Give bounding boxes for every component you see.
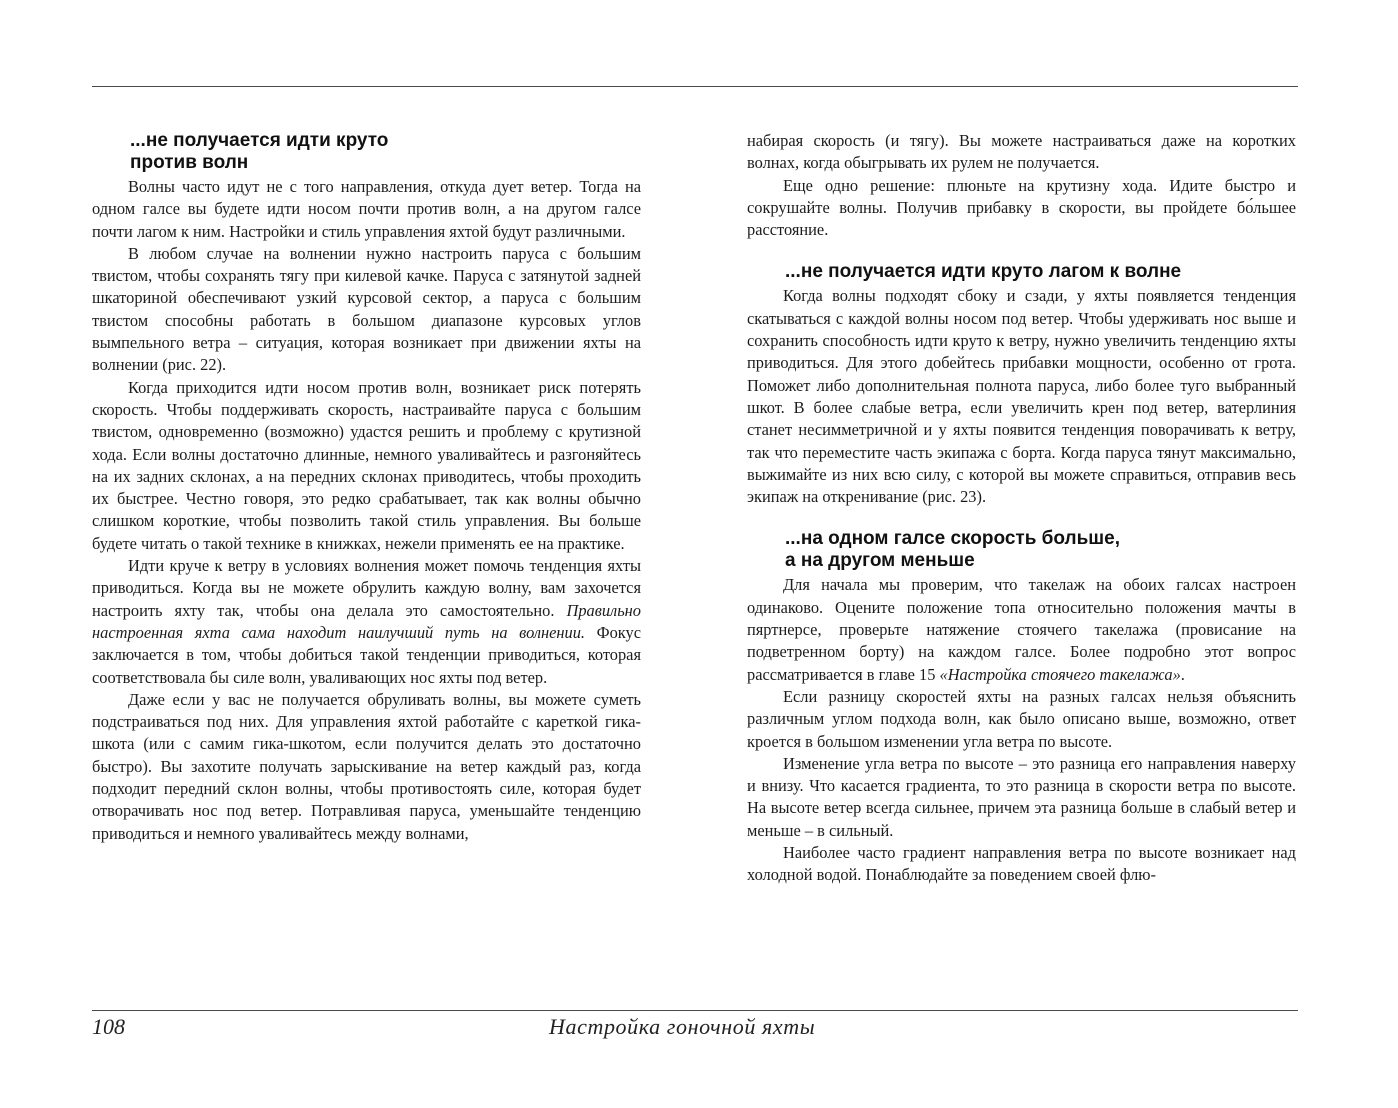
paragraph-continued: набирая скорость (и тягу). Вы можете настраиваться даже на коротких волнах, когда обыгрывать их рулем не получается. <box>747 131 1296 173</box>
page-number: 108 <box>92 1014 125 1039</box>
paragraph-text: Для начала мы проверим, что такелаж на обоих галсах настроен одинаково. Оцените положение топа относительно положения мачты в пяртнерсе, проверьте натяжение стоячего такелажа (провисание на подветренном борту) на каждом галсе. Более подробно этот вопрос рассматривается в главе 15 <box>747 575 1296 684</box>
paragraph: Когда приходится идти носом против волн, возникает риск потерять скорость. Чтобы поддерживать скорость, настраивайте паруса с большим твистом, одновременно (возможно) удастся решить и проблему с крутизной хода. Если волны достаточно длинные, немного уваливайтесь и разгоняйтесь на их задних склонах, а на передних склонах приводитесь, чтобы проходить их быстрее. Честно говоря, это редко срабатывает, так как волны обычно слишком короткие, чтобы позволить такой стиль управления. Вы больше будете читать о такой технике в книжках, нежели применять ее на практике. <box>92 377 641 553</box>
footer-rule <box>92 1010 1298 1011</box>
paragraph-text: . <box>1180 664 1185 684</box>
paragraph: Изменение угла ветра по высоте – это разница его направления наверху и внизу. Что касается градиента, то это разница в скорости ветра по высоте. На высоте ветер всегда сильнее, причем эта разница больше в слабый ветер и меньше – в сильный. <box>747 753 1296 840</box>
paragraph: Наиболее часто градиент направления ветра по высоте возникает над холодной водой. Понаблюдайте за поведением своей флю- <box>747 843 1296 885</box>
running-title: Настройка гоночной яхты <box>549 1014 816 1039</box>
section-heading-tack-speed <box>785 528 1296 572</box>
heading-line: ...на одном галсе скорость больше, <box>785 528 1120 550</box>
paragraph: Волны часто идут не с того направления, откуда дует ветер. Тогда на одном галсе вы будете идти носом почти против волн, а на другом галсе почти лагом к ним. Настройки и стиль управления яхтой будут различными. <box>92 177 641 241</box>
paragraph: Если разницу скоростей яхты на разных галсах нельзя объяснить различным углом подхода волн, как было описано выше, возможно, ответ кроется в большом изменении угла ветра по высоте. <box>747 686 1296 751</box>
paragraph: Еще одно решение: плюньте на крутизну хода. Идите быстро и сокрушайте волны. Получив прибавку в скорости, вы пройдете бо́льшее расстояние. <box>747 175 1296 240</box>
paragraph-text: Фокус заключается в том, чтобы добиться такой тенденции приводиться, которая соответствовала бы силе волн, уваливающих нос яхты под ветер. <box>92 622 641 687</box>
paragraph <box>747 574 1296 685</box>
left-column <box>92 130 641 845</box>
section-heading-beam-waves <box>785 261 1296 283</box>
heading-line: против волн <box>130 152 249 173</box>
emphasis-text: «Настройка стоячего такелажа» <box>939 664 1181 684</box>
heading-line: а на другом меньше <box>785 550 975 572</box>
paragraph: В любом случае на волнении нужно настроить паруса с большим твистом, чтобы сохранять тягу при килевой качке. Паруса с затянутой задней шкаториной обеспечивают узкий курсовой сектор, а паруса с большим твистом способны работать в большом диапазоне курсовых углов вымпельного ветра – ситуация, которая возникает при движении яхты на волнении (рис. 22). <box>92 243 641 375</box>
paragraph: Даже если у вас не получается обруливать волны, вы можете суметь подстраиваться под них. Для управления яхтой работайте с кареткой гика-шкота (или с самим гика-шкотом, если получится делать это достаточно быстро). Вы захотите получать зарыскивание на ветер каждый раз, когда подходит передний склон волны, чтобы противостоять силе, которая будет отворачивать нос под ветер. Потравливая паруса, уменьшайте тенденцию приводиться и немного уваливайтесь между волнами, <box>92 689 641 843</box>
header-rule <box>92 86 1298 87</box>
heading-line: ...не получается идти круто <box>130 130 389 151</box>
paragraph-text: Идти круче к ветру в условиях волнения может помочь тенденция яхты приводиться. Когда вы не можете обрулить каждую волну, вам захочется настроить яхту так, чтобы она делала это самостоятельно. <box>92 556 641 620</box>
emphasis-text: Правильно настроенная яхта сама находит наилучший путь на волнении. <box>92 600 641 642</box>
right-column <box>747 130 1296 887</box>
paragraph: Когда волны подходят сбоку и сзади, у яхты появляется тенденция скатываться с каждой волны носом под ветер. Чтобы удерживать нос выше и сохранить способность идти круто к ветру, нужно увеличить тенденцию яхты приводиться. Для этого добейтесь прибавки мощности, особенно от грота. Поможет либо дополнительная полнота паруса, либо более туго выбранный шкот. В более слабые ветра, если увеличить крен под ветер, ватерлиния станет несимметричной и у яхты появится тенденция поворачивать к ветру, так что переместите часть экипажа с борта. Когда паруса тянут максимально, выжимайте из них всю силу, с которой вы можете справиться, отправив весь экипаж на откренивание (рис. 23). <box>747 286 1296 507</box>
section-heading-against-waves <box>130 130 641 174</box>
paragraph <box>92 555 641 689</box>
heading-line: ...не получается идти круто лагом к волне <box>785 261 1182 283</box>
